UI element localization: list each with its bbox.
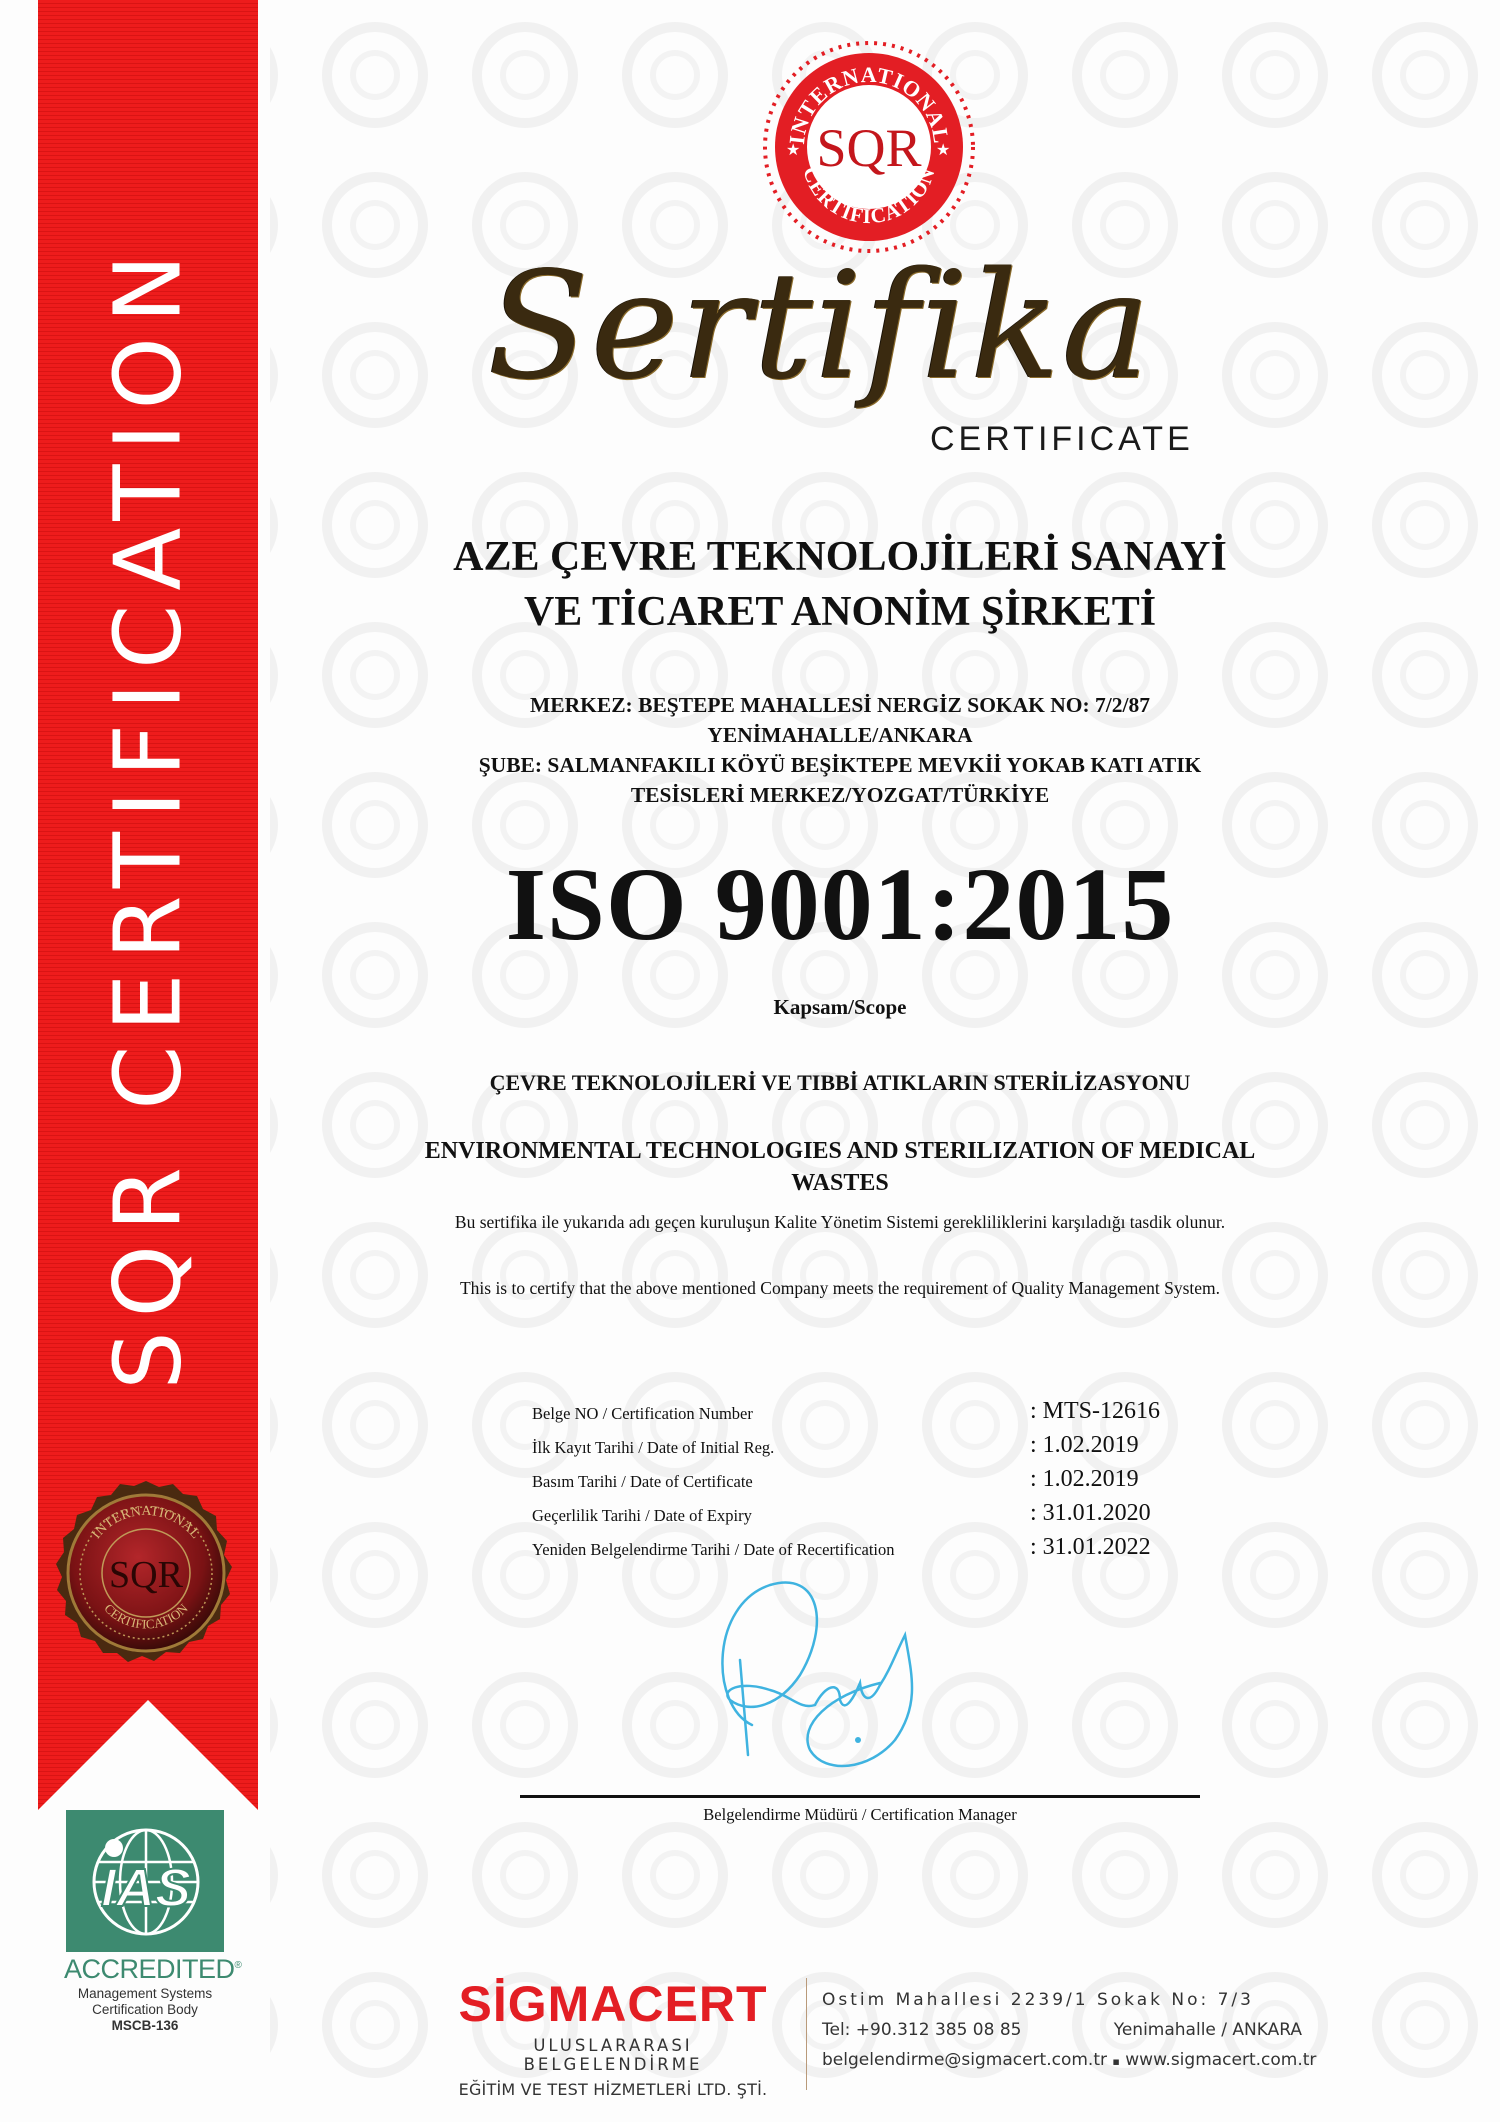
detail-row [532, 1534, 1172, 1568]
wax-seal-icon [46, 1475, 246, 1675]
detail-label: Basım Tarihi / Date of Certificate [532, 1472, 753, 1491]
footer-separator: ▪ [1112, 2055, 1120, 2068]
sqr-logo-icon [762, 40, 976, 254]
detail-label: İlk Kayıt Tarihi / Date of Initial Reg. [532, 1438, 775, 1457]
registered-mark: ® [234, 1960, 242, 1971]
footer-phone: Tel: +90.312 385 08 85 [822, 2020, 1022, 2040]
detail-value: : MTS-12616 [1030, 1398, 1161, 1424]
footer-city: Yenimahalle / ANKARA [1113, 2020, 1302, 2040]
title-script [440, 240, 1200, 440]
company-name-line-1: AZE ÇEVRE TEKNOLOJİLERİ SANAYİ [453, 534, 1227, 580]
address-line-1: MERKEZ: BEŞTEPE MAHALLESİ NERGİZ SOKAK NO: 7/2/87 [529, 693, 1150, 717]
address-line-2: YENİMAHALLE/ANKARA [707, 723, 973, 747]
ias-line-1: Management Systems [77, 1986, 213, 2001]
detail-value: : 1.02.2019 [1030, 1466, 1139, 1492]
footer-website[interactable]: www.sigmacert.com.tr [1125, 2050, 1317, 2070]
scope-english [330, 1135, 1350, 1199]
ias-code: MSCB-136 [111, 2018, 179, 2033]
svg-text:★: ★ [936, 142, 951, 159]
title-certificate: CERTIFICATE [930, 420, 1194, 458]
title-sertifika: Sertifika [487, 240, 1153, 412]
signature-caption: Belgelendirme Müdürü / Certification Manager [703, 1805, 1017, 1824]
scope-label: Kapsam/Scope [773, 995, 907, 1019]
ias-logo-box [66, 1810, 224, 1952]
ias-logo-text: IAS [100, 1858, 192, 1918]
detail-row [532, 1432, 1172, 1466]
footer-divider [806, 1978, 807, 2090]
detail-label: Belge NO / Certification Number [532, 1404, 753, 1423]
company-name [330, 530, 1350, 640]
detail-label: Yeniden Belgelendirme Tarihi / Date of Recertification [532, 1540, 895, 1559]
signature-line [520, 1795, 1200, 1798]
footer-contact [822, 1985, 1317, 2077]
detail-value: : 31.01.2022 [1030, 1534, 1151, 1560]
address-line-4: TESİSLERİ MERKEZ/YOZGAT/TÜRKİYE [630, 783, 1050, 807]
seal-lettering-bottom: CERTIFICATION [101, 1600, 191, 1632]
detail-label: Geçerlilik Tarihi / Date of Expiry [532, 1506, 752, 1525]
company-name-line-2: VE TİCARET ANONİM ŞİRKETİ [523, 589, 1157, 635]
brand-name: SİGMACERT [458, 1976, 768, 2032]
footer-web [822, 2045, 1317, 2077]
svg-text:★: ★ [786, 142, 801, 159]
detail-value: : 1.02.2019 [1030, 1432, 1139, 1458]
logo-lettering-top: INTERNATIONAL [783, 61, 955, 146]
ias-accredited-label: ACCREDITED® [64, 1954, 242, 1984]
globe-icon [66, 1810, 224, 1952]
sigmacert-brand [448, 1978, 778, 2099]
handwritten-signature [680, 1565, 1000, 1805]
detail-row [532, 1466, 1172, 1500]
standard-title: ISO 9001:2015 [505, 847, 1175, 962]
ribbon-text: SQR CERTIFICATION [94, 240, 202, 1390]
statement-turkish: Bu sertifika ile yukarıda adı geçen kuruluşun Kalite Yönetim Sistemi gerekliliklerini karşıladığı tasdik olunur. [454, 1212, 1226, 1232]
seal-lettering-center: SQR [109, 1554, 183, 1596]
detail-row [532, 1500, 1172, 1534]
company-address [330, 690, 1350, 810]
statement-english: This is to certify that the above mentioned Company meets the requirement of Quality Management System. [459, 1278, 1221, 1298]
ias-accreditation-badge [64, 1810, 242, 2033]
footer-phone-city [822, 2015, 1302, 2045]
scope-turkish: ÇEVRE TEKNOLOJİLERİ VE TIBBİ ATIKLARIN STERİLİZASYONU [489, 1070, 1191, 1095]
brand-subtitle-2: EĞİTİM VE TEST HİZMETLERİ LTD. ŞTİ. [458, 2080, 768, 2099]
address-line-3: ŞUBE: SALMANFAKILI KÖYÜ BEŞİKTEPE MEVKİİ YOKAB KATI ATIK [478, 753, 1202, 777]
logo-lettering-bottom: CERTIFICATION [798, 163, 940, 229]
scope-english-line-1: ENVIRONMENTAL TECHNOLOGIES AND STERILIZATION OF MEDICAL [424, 1138, 1256, 1164]
ias-line-2: Certification Body [92, 2002, 198, 2017]
detail-row [532, 1398, 1172, 1432]
certificate-details [532, 1398, 1172, 1568]
detail-value: : 31.01.2020 [1030, 1500, 1151, 1526]
footer-email[interactable]: belgelendirme@sigmacert.com.tr [822, 2050, 1107, 2070]
seal-lettering-top: INTERNATIONAL [89, 1503, 203, 1542]
logo-lettering-center: SQR [816, 118, 922, 178]
footer-address: Ostim Mahallesi 2239/1 Sokak No: 7/3 [822, 1990, 1254, 2010]
scope-english-line-2: WASTES [791, 1170, 889, 1196]
brand-subtitle-1: ULUSLARARASI BELGELENDİRME [523, 2036, 703, 2074]
